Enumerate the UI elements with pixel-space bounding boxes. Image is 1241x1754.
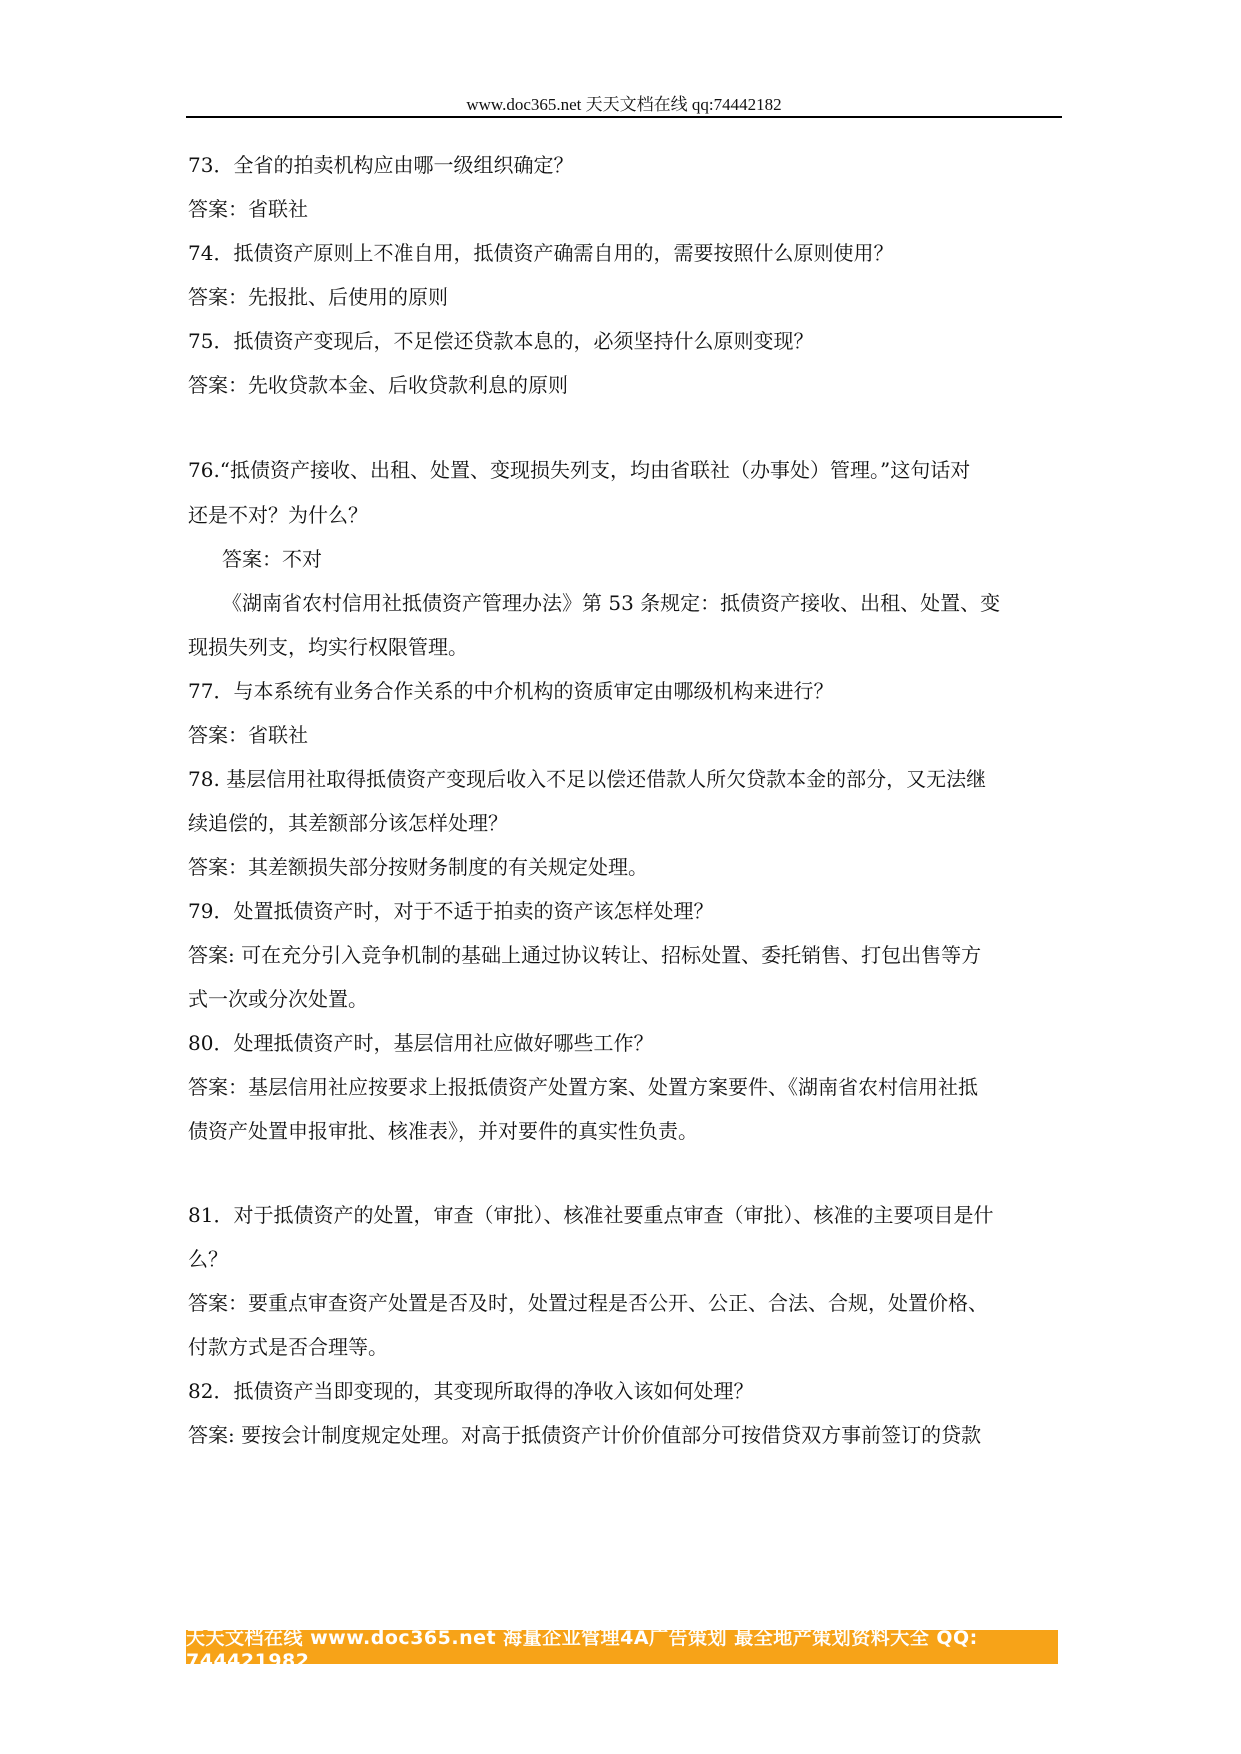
footer-banner — [186, 1626, 1058, 1672]
answer-73: 答案：省联社 — [188, 197, 308, 221]
question-80: 80．处理抵债资产时，基层信用社应做好哪些工作？ — [188, 1031, 654, 1055]
question-75: 75．抵债资产变现后，不足偿还贷款本息的，必须坚持什么原则变现？ — [188, 329, 814, 353]
answer-77: 答案：省联社 — [188, 723, 308, 747]
page-header — [186, 86, 1062, 118]
question-78-line1: 78. 基层信用社取得抵债资产变现后收入不足以偿还借款人所欠贷款本金的部分，又无法继 — [188, 767, 987, 791]
banner-text: 天天文档在线 www.doc365.net 海量企业管理4A广告策划 最全地产策划资料大全 QQ: 744421982 — [186, 1626, 978, 1672]
answer-80-line2: 债资产处置申报审批、核准表》，并对要件的真实性负责。 — [188, 1119, 698, 1143]
answer-82: 答案: 要按会计制度规定处理。对高于抵债资产计价价值部分可按借贷双方事前签订的贷款 — [188, 1423, 982, 1447]
question-81-line2: 么？ — [188, 1247, 228, 1271]
explanation-76-line1: 《湖南省农村信用社抵债资产管理办法》第 53 条规定：抵债资产接收、出租、处置、变 — [222, 591, 1001, 615]
answer-80-line1: 答案：基层信用社应按要求上报抵债资产处置方案、处置方案要件、《湖南省农村信用社抵 — [188, 1075, 978, 1099]
answer-81-line1: 答案：要重点审查资产处置是否及时，处置过程是否公开、公正、合法、合规，处置价格、 — [188, 1291, 988, 1315]
question-78-line2: 续追偿的，其差额部分该怎样处理？ — [188, 811, 508, 835]
question-79: 79．处置抵债资产时，对于不适于拍卖的资产该怎样处理？ — [188, 899, 714, 923]
explanation-76-line2: 现损失列支，均实行权限管理。 — [188, 635, 468, 659]
question-82: 82．抵债资产当即变现的，其变现所取得的净收入该如何处理？ — [188, 1379, 754, 1403]
answer-79-line1: 答案: 可在充分引入竞争机制的基础上通过协议转让、招标处置、委托销售、打包出售等方 — [188, 943, 982, 967]
question-81-line1: 81．对于抵债资产的处置，审查（审批）、核准社要重点审查（审批）、核准的主要项目是什 — [188, 1203, 994, 1227]
question-77: 77．与本系统有业务合作关系的中介机构的资质审定由哪级机构来进行？ — [188, 679, 834, 703]
answer-75: 答案：先收贷款本金、后收贷款利息的原则 — [188, 373, 568, 397]
answer-81-line2: 付款方式是否合理等。 — [188, 1335, 388, 1359]
question-73: 73．全省的拍卖机构应由哪一级组织确定？ — [188, 153, 574, 177]
question-74: 74．抵债资产原则上不准自用，抵债资产确需自用的，需要按照什么原则使用？ — [188, 241, 894, 265]
answer-78: 答案：其差额损失部分按财务制度的有关规定处理。 — [188, 855, 648, 879]
answer-79-line2: 式一次或分次处置。 — [188, 987, 368, 1011]
question-76-line1: 76.“抵债资产接收、出租、处置、变现损失列支，均由省联社（办事处）管理。”这句话对 — [188, 458, 971, 482]
answer-76: 答案：不对 — [222, 547, 322, 571]
answer-74: 答案：先报批、后使用的原则 — [188, 285, 448, 309]
header-text: www.doc365.net 天天文档在线 qq:74442182 — [466, 95, 782, 114]
question-76-line2: 还是不对？为什么？ — [188, 503, 368, 527]
